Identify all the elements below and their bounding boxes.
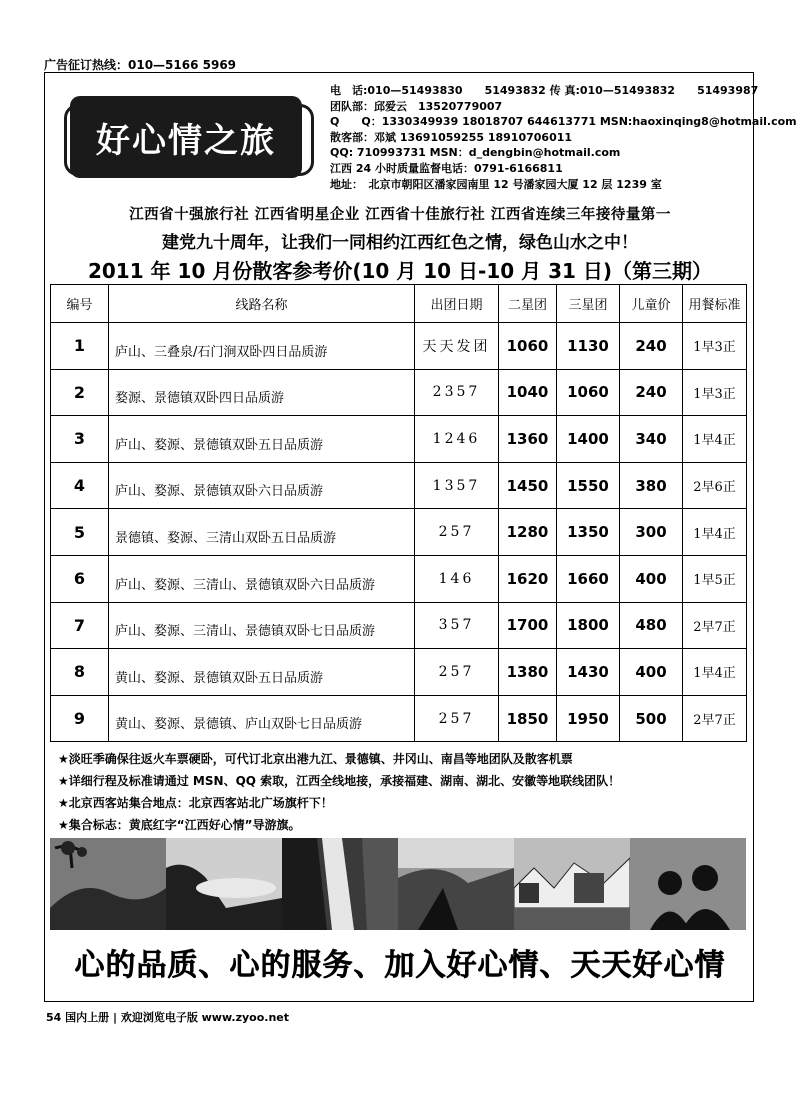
table-row: [51, 602, 747, 649]
table-row: [51, 509, 747, 556]
promo-slogan: 建党九十周年，让我们一同相约江西红色之情，绿色山水之中！: [162, 233, 638, 253]
child-price: 400: [620, 555, 683, 602]
two-star-price: 1620: [499, 555, 557, 602]
departure-dates: 1357: [415, 462, 499, 509]
cloud-peak-photo: [166, 838, 282, 930]
table-row: [51, 323, 747, 370]
child-price: 480: [620, 602, 683, 649]
notes: [58, 748, 620, 836]
header-num: 编号: [51, 285, 109, 323]
three-star-price: 1060: [557, 369, 620, 416]
village-photo: [514, 838, 630, 930]
contact-individual-dept: 散客部：邓斌 13691059255 18910706011: [330, 130, 573, 144]
route-name: 庐山、婺源、三清山、景德镇双卧六日品质游: [109, 555, 415, 602]
note-item: ★北京西客站集合地点：北京西客站北广场旗杆下！: [58, 796, 333, 810]
departure-dates: 天天发团: [415, 323, 499, 370]
two-star-price: 1380: [499, 649, 557, 696]
row-num: 5: [51, 509, 109, 556]
table-header-row: [51, 285, 747, 323]
child-price: 340: [620, 416, 683, 463]
contact-info: [330, 83, 797, 192]
silhouette-couple-photo: [630, 838, 746, 930]
route-name: 婺源、景德镇双卧四日品质游: [109, 369, 415, 416]
table-row: [51, 695, 747, 742]
meal-standard: 1早4正: [683, 416, 747, 463]
bottom-slogan: 心的品质、心的服务、加入好心情、天天好心情: [74, 948, 726, 983]
child-price: 380: [620, 462, 683, 509]
header-meal: 用餐标准: [683, 285, 747, 323]
meal-standard: 2早6正: [683, 462, 747, 509]
departure-dates: 257: [415, 509, 499, 556]
departure-dates: 357: [415, 602, 499, 649]
departure-dates: 1246: [415, 416, 499, 463]
waterfall-photo: [282, 838, 398, 930]
contact-qq-msn: Q Q：1330349939 18018707 644613771 MSN:haoxinqing8@hotmail.com: [330, 115, 797, 129]
route-name: 庐山、婺源、景德镇双卧六日品质游: [109, 462, 415, 509]
note-item: ★淡旺季确保往返火车票硬卧，可代订北京出港九江、景德镇、井冈山、南昌等地团队及散客机票: [58, 752, 573, 766]
row-num: 7: [51, 602, 109, 649]
child-price: 240: [620, 369, 683, 416]
meal-standard: 1早4正: [683, 649, 747, 696]
honors-slogan: 江西省十强旅行社 江西省明星企业 江西省十佳旅行社 江西省连续三年接待量第一: [129, 207, 671, 223]
row-num: 3: [51, 416, 109, 463]
two-star-price: 1700: [499, 602, 557, 649]
logo-text: 好心情之旅: [96, 120, 276, 161]
footer: 54 国内上册 | 欢迎浏览电子版 www.zyoo.net: [46, 1011, 290, 1024]
note-item: ★详细行程及标准请通过 MSN、QQ 索取，江西全线地接，承接福建、湖南、湖北、安徽等地联线团队！: [58, 774, 621, 788]
row-num: 6: [51, 555, 109, 602]
child-price: 300: [620, 509, 683, 556]
route-price-table: [50, 284, 747, 742]
table-row: [51, 649, 747, 696]
two-star-price: 1450: [499, 462, 557, 509]
route-name: 庐山、婺源、三清山、景德镇双卧七日品质游: [109, 602, 415, 649]
three-star-price: 1800: [557, 602, 620, 649]
departure-dates: 2357: [415, 369, 499, 416]
price-headline: 2011 年 10 月份散客参考价(10 月 10 日-10 月 31 日)（第三期）: [87, 259, 713, 283]
row-num: 9: [51, 695, 109, 742]
mountain-tree-photo: [50, 838, 166, 930]
route-name: 景德镇、婺源、三清山双卧五日品质游: [109, 509, 415, 556]
two-star-price: 1060: [499, 323, 557, 370]
departure-dates: 146: [415, 555, 499, 602]
row-num: 4: [51, 462, 109, 509]
route-name: 庐山、婺源、景德镇双卧五日品质游: [109, 416, 415, 463]
route-name: 黄山、婺源、景德镇、庐山双卧七日品质游: [109, 695, 415, 742]
table-row: [51, 462, 747, 509]
header-two-star: 二星团: [499, 285, 557, 323]
three-star-price: 1550: [557, 462, 620, 509]
header-three-star: 三星团: [557, 285, 620, 323]
row-num: 2: [51, 369, 109, 416]
sunset-valley-photo: [398, 838, 514, 930]
header-departure: 出团日期: [415, 285, 499, 323]
meal-standard: 1早3正: [683, 323, 747, 370]
two-star-price: 1280: [499, 509, 557, 556]
three-star-price: 1130: [557, 323, 620, 370]
header-child: 儿童价: [620, 285, 683, 323]
child-price: 500: [620, 695, 683, 742]
brand-logo: [70, 96, 302, 178]
row-num: 1: [51, 323, 109, 370]
meal-standard: 2早7正: [683, 695, 747, 742]
three-star-price: 1660: [557, 555, 620, 602]
child-price: 240: [620, 323, 683, 370]
meal-standard: 2早7正: [683, 602, 747, 649]
meal-standard: 1早5正: [683, 555, 747, 602]
note-item: ★集合标志：黄底红字“江西好心情”导游旗。: [58, 818, 301, 832]
contact-quality-hotline: 江西 24 小时质量监督电话：0791-6166811: [330, 161, 563, 175]
contact-address: 地址： 北京市朝阳区潘家园南里 12 号潘家园大厦 12 层 1239 室: [330, 177, 662, 191]
route-name: 庐山、三叠泉/石门涧双卧四日品质游: [109, 323, 415, 370]
departure-dates: 257: [415, 649, 499, 696]
table-row: [51, 555, 747, 602]
photo-strip: [50, 838, 746, 930]
table-row: [51, 416, 747, 463]
contact-group-dept: 团队部：邱爱云 13520779007: [330, 99, 503, 113]
row-num: 8: [51, 649, 109, 696]
three-star-price: 1430: [557, 649, 620, 696]
two-star-price: 1850: [499, 695, 557, 742]
contact-qq-msn-2: QQ: 710993731 MSN：d_dengbin@hotmail.com: [330, 146, 621, 160]
meal-standard: 1早4正: [683, 509, 747, 556]
contact-phone: 电 话:010—51493830 51493832 传 真:010—51493832 51493987: [330, 84, 759, 97]
two-star-price: 1040: [499, 369, 557, 416]
header-route-name: 线路名称: [109, 285, 415, 323]
three-star-price: 1950: [557, 695, 620, 742]
three-star-price: 1350: [557, 509, 620, 556]
departure-dates: 257: [415, 695, 499, 742]
meal-standard: 1早3正: [683, 369, 747, 416]
route-name: 黄山、婺源、景德镇双卧五日品质游: [109, 649, 415, 696]
child-price: 400: [620, 649, 683, 696]
two-star-price: 1360: [499, 416, 557, 463]
three-star-price: 1400: [557, 416, 620, 463]
table-row: [51, 369, 747, 416]
ad-hotline: 广告征订热线：010—5166 5969: [44, 58, 237, 72]
